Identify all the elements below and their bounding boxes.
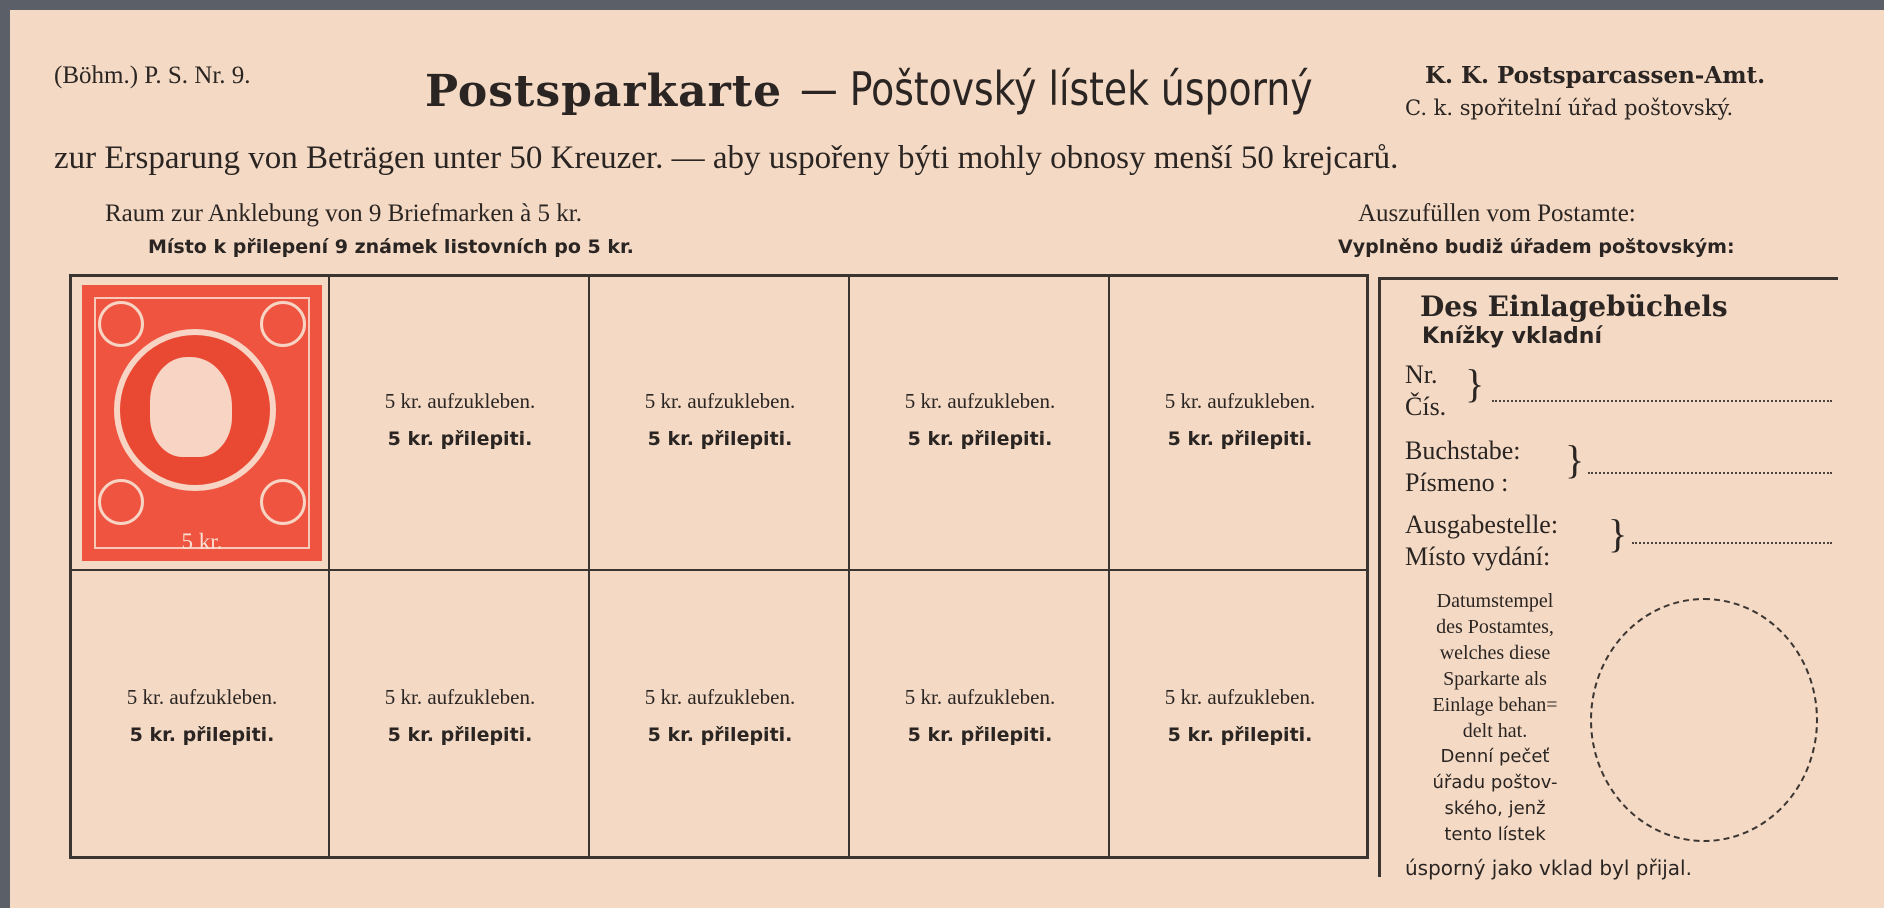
title-german: Postsparkarte <box>425 66 783 117</box>
grid-divider <box>1108 277 1110 856</box>
series-number: (Böhm.) P. S. Nr. 9. <box>54 62 251 89</box>
postmark-line: Datumstempel <box>1436 590 1554 612</box>
cell-text-german: 5 kr. aufzukleben. <box>1164 389 1316 413</box>
postmark-text-german <box>1405 588 1585 744</box>
cell-text-german: 5 kr. aufzukleben. <box>904 685 1056 709</box>
brace-symbol: } <box>1565 437 1585 482</box>
nr-label: Nr. <box>1405 360 1438 389</box>
postmark-line: Sparkarte als <box>1443 668 1547 690</box>
stamp-area-label-german: Raum zur Anklebung von 9 Briefmarken à 5 kr. <box>105 200 582 227</box>
stamp-cell <box>850 685 1110 746</box>
office-czech: C. k. spořitelní úřad poštovský. <box>1405 96 1734 120</box>
stamp-medallion <box>114 329 276 491</box>
cell-text-czech: 5 kr. přilepiti. <box>387 428 533 450</box>
postmark-line: ského, jenž <box>1444 798 1546 819</box>
postage-stamp <box>82 285 322 561</box>
cell-text-czech: 5 kr. přilepiti. <box>387 724 533 746</box>
postmark-line: tento lístek <box>1444 824 1546 845</box>
stamp-ornament <box>260 479 306 525</box>
cell-text-czech: 5 kr. přilepiti. <box>907 724 1053 746</box>
booklet-number-field <box>1492 400 1832 402</box>
stamp-cell <box>1110 389 1370 450</box>
postmark-line: Denní pečeť <box>1440 746 1550 767</box>
cell-text-czech: 5 kr. přilepiti. <box>647 724 793 746</box>
cell-text-czech: 5 kr. přilepiti. <box>129 724 275 746</box>
cell-text-czech: 5 kr. přilepiti. <box>907 428 1053 450</box>
grid-divider <box>848 277 850 856</box>
cell-text-german: 5 kr. aufzukleben. <box>126 685 278 709</box>
stamp-cell <box>72 685 332 746</box>
stamp-cell <box>850 389 1110 450</box>
postal-savings-card <box>10 10 1884 908</box>
subtitle: zur Ersparung von Beträgen unter 50 Kreuzer. — aby uspořeny býti mohly obnosy menší 50 krejcarů. <box>54 140 1399 176</box>
panel-border <box>1378 277 1381 877</box>
postmark-text-czech <box>1405 744 1585 848</box>
misto-label: Místo vydání: <box>1405 542 1551 571</box>
office-fill-label-czech: Vyplněno budiž úřadem poštovským: <box>1338 236 1735 258</box>
buchstabe-label: Buchstabe: <box>1405 436 1521 465</box>
postmark-line: úřadu poštov- <box>1432 772 1558 793</box>
stamp-area-label-czech: Místo k přilepení 9 známek listovních po 5 kr. <box>148 236 634 258</box>
postmark-line: Einlage behan= <box>1432 694 1558 716</box>
panel-border <box>1378 277 1838 280</box>
accept-line: úsporný jako vklad byl přijal. <box>1405 856 1692 880</box>
stamp-cell <box>1110 685 1370 746</box>
letter-field <box>1588 472 1832 474</box>
cell-text-german: 5 kr. aufzukleben. <box>384 389 536 413</box>
cell-text-german: 5 kr. aufzukleben. <box>644 685 796 709</box>
stamp-ornament <box>98 479 144 525</box>
office-german: K. K. Postsparcassen-Amt. <box>1425 62 1766 89</box>
ausgabe-label: Ausgabestelle: <box>1405 510 1559 539</box>
cell-text-czech: 5 kr. přilepiti. <box>1167 428 1313 450</box>
stamp-value: 5 kr. <box>181 529 223 554</box>
stamp-ornament <box>98 301 144 347</box>
stamp-cell <box>590 685 850 746</box>
pismeno-label: Písmeno : <box>1405 468 1509 497</box>
stamp-cell <box>590 389 850 450</box>
postmark-circle <box>1590 598 1818 842</box>
stamp-grid <box>69 274 1369 859</box>
grid-divider <box>72 569 1366 571</box>
cell-text-german: 5 kr. aufzukleben. <box>1164 685 1316 709</box>
booklet-heading-czech: Knížky vkladní <box>1422 324 1602 349</box>
cell-text-czech: 5 kr. přilepiti. <box>1167 724 1313 746</box>
stamp-cell <box>330 685 590 746</box>
brace-symbol: } <box>1608 511 1628 556</box>
cell-text-german: 5 kr. aufzukleben. <box>384 685 536 709</box>
title-czech: — Poštovský lístek úsporný <box>800 62 1313 116</box>
cell-text-german: 5 kr. aufzukleben. <box>644 389 796 413</box>
postmark-line: delt hat. <box>1462 720 1528 742</box>
cis-label: Čís. <box>1405 392 1447 421</box>
emperor-portrait-icon <box>150 357 232 457</box>
postmark-line: welches diese <box>1439 642 1551 664</box>
brace-symbol: } <box>1465 361 1485 406</box>
cell-text-czech: 5 kr. přilepiti. <box>647 428 793 450</box>
booklet-heading-german: Des Einlagebüchels <box>1420 290 1728 323</box>
stamp-ornament <box>260 301 306 347</box>
stamp-cell <box>330 389 590 450</box>
postmark-line: des Postamtes, <box>1436 616 1554 638</box>
cell-text-german: 5 kr. aufzukleben. <box>904 389 1056 413</box>
office-fill-label-german: Auszufüllen vom Postamte: <box>1358 200 1636 227</box>
issue-place-field <box>1632 542 1832 544</box>
grid-divider <box>588 277 590 856</box>
